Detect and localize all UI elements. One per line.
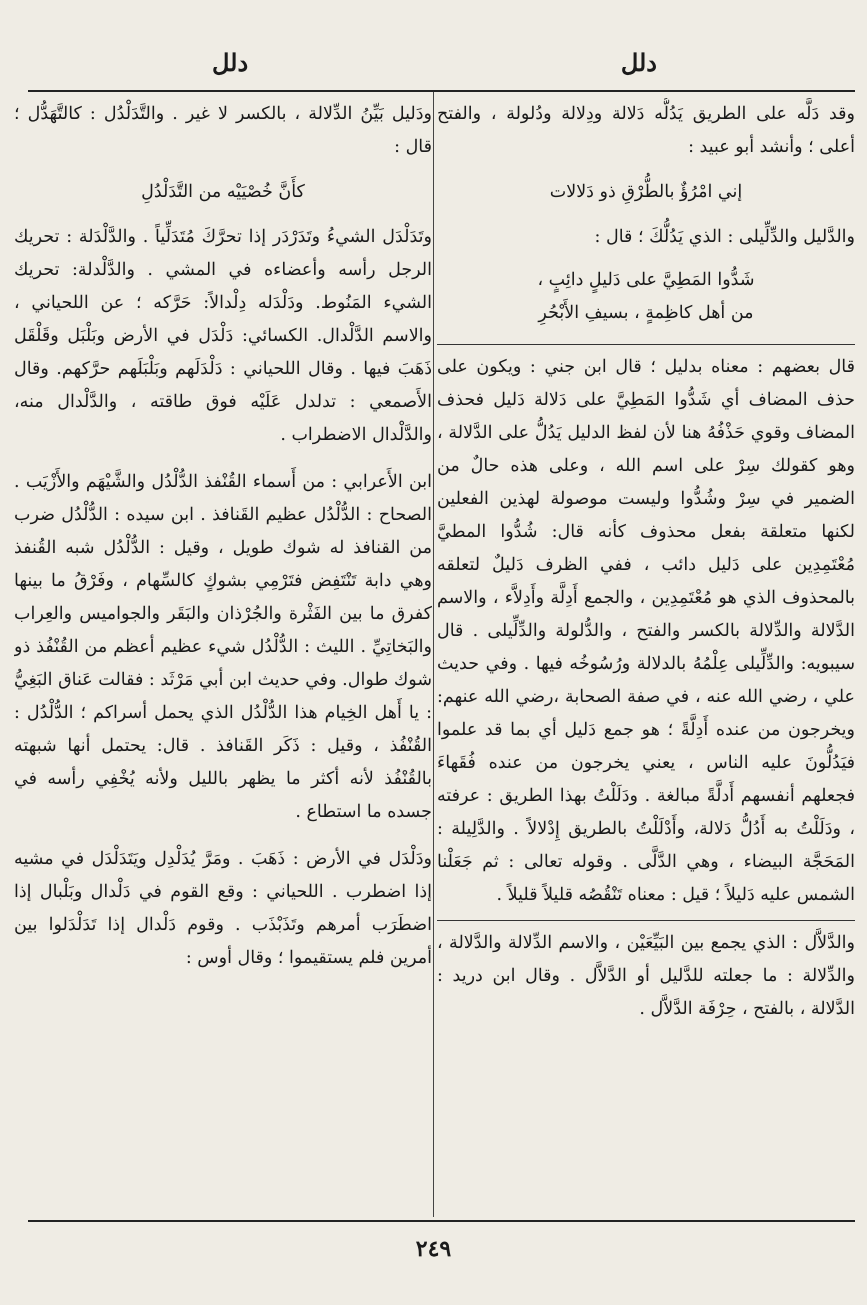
right-paragraph-1: وقد دَلَّه على الطريق يَدُلُّه دَلالة ودِلالة ودُلولة ، والفتح أعلى ؛ وأنشد أبو عبيد : (437, 104, 855, 157)
running-header-right: دلل (620, 48, 657, 77)
column-divider (433, 92, 434, 1217)
left-column (14, 98, 432, 1216)
left-verse-1-line: كأَنَّ خُصْيَيْه من التَّدَلْدُلِ (141, 182, 305, 202)
running-header-left: دلل (212, 48, 249, 77)
right-verse-2-line-2: من أهل كاظِمةٍ ، بسيفِ الأَبْحُرِ (538, 303, 754, 323)
right-column (437, 98, 855, 1216)
left-paragraph-3: ابن الأَعرابي : من أَسماء القُنْفذ الدُّلْدُل والشَّيْهَم والأَزْيَب . الصحاح : الدُّلْدُل عظيم القَنافذ . ابن سيده : الدُّلْدُل ضرب من القنافذ له شوك طويل ، وقيل : الدُّلْدُل شبه القُنفذ وهي دابة تَنْتَفِض فتَرْمِي بشوكٍ كالسِّهام ، وفَرْقُ ما بينها كفرق ما بين الفَثْرة والجُرْذان والبَقَر والجواميس والعِراب والبَخاتِيِّ . الليث : الدُّلْدُل شيء عظيم أعظم من القُنْفُذ ذو شوك طوال. وفي حديث ابن أبي مَرْثَد : فقالت عَناق البَغِيُّ : يا أَهل الخِيام هذا الدُّلْدُل الذي يحمل أسراكم ؛ الدُّلْدُل : القُنْفُذ ، وقيل : ذَكَر القَنافذ . قال: يحتمل أنها شبهته بالقُنْفُذ لأنه أكثر ما يظهر بالليل ولأنه يُخْفِي رأسه في جسده ما استطاع . (14, 472, 432, 822)
bottom-rule (28, 1220, 855, 1222)
right-section-rule (437, 344, 855, 345)
right-section-rule-2 (437, 920, 855, 921)
right-verse-1-line: إني امْرُؤٌ بالطُّرْقِ ذو دَلالات (549, 182, 743, 202)
right-verse-2-line-1: شَدُّوا المَطِيَّ على دَليلٍ دائِبٍ ، (537, 270, 755, 290)
left-paragraph-1: ودَليل بَيِّنُ الدِّلالة ، بالكسر لا غير . والتَّدَلْدُل : كالتَّهَدُّل ؛ قال : (14, 104, 432, 157)
right-verse-1 (437, 176, 855, 209)
left-verse-1 (14, 176, 432, 209)
page-number: ٢٤٩ (415, 1236, 452, 1262)
left-paragraph-2: وتَدَلْدَل الشيءُ وتَدَرْدَر إذا تحرَّكَ مُتَدَلِّياً . والدَّلْدَلة : تحريك الرجل رأسه وأعضاءه في المشي . والدَّلْدلة: تحريك الشيء المَنُوط. ودَلْدَله دِلْدالاً: حَرَّكه ؛ عن اللحياني ، والاسم الدَّلْدال. الكسائي: دَلْدَل في الأرض وبَلْبَل وقَلْقَل ذَهَبَ فيها . وقال اللحياني : دَلْدَلَهم وبَلْبَلَهم حرَّكهم. وقال الأَصمعي : تدلدل عَلَيْه فوق طاقته ، والدَّلْدال منه، والدَّلْدال الاضطراب . (14, 227, 432, 445)
left-paragraph-4: ودَلْدَل في الأرض : ذَهَبَ . ومَرَّ يُدَلْدِل ويَتَدَلْدَل في مشيه إذا اضطرب . اللحياني : وقع القوم في دَلْدال وبَلْبال إذا اضطَرَب أمرهم وتَذَبْذَب . وقوم دَلْدال إذا تَدَلْدَلوا بين أمرين فلم يستقيموا ؛ وقال أوس : (14, 849, 432, 968)
top-rule (28, 90, 855, 92)
right-paragraph-2: والدَّليل والدِّلِّيلى : الذي يَدُلُّكَ ؛ قال : (594, 227, 855, 247)
right-verse-2 (437, 264, 855, 330)
right-paragraph-4: والدَّلاَّل : الذي يجمع بين البَيِّعَيْن ، والاسم الدِّلالة والدَّلالة ، والدِّلالة : ما جعلته للدَّليل أو الدَّلاَّل . وقال ابن دريد : الدَّلالة ، بالفتح ، حِرْفَة الدَّلاَّل . (437, 933, 855, 1019)
right-paragraph-3: قال بعضهم : معناه بدليل ؛ قال ابن جني : ويكون على حذف المضاف أي شَدُّوا المَطِيَّ على دَلالة دَليل فحذف المضاف وقوي حَذْفُهُ هنا لأن لفظ الدليل يَدُلُّ على الدَّلالة ، وهو كقولك سِرْ على اسم الله ، وعلى هذه حالٌ من الضمير في سِرْ وشُدُّوا وليست موصولة لهذين الفعلين لكنها متعلقة بفعل محذوف كأنه قال: شُدُّوا المطيَّ مُعْتَمِدِين على دَليل دائب ، ففي الظرف دَليلٌ لتعلقه بالمحذوف الذي هو مُعْتَمِدِين ، والجمع أَدِلَّة وأَدِلاَّء ، والاسم الدَّلالة والدِّلالة بالكسر والفتح ، والدُّلولة والدِّلِّيلى . قال سيبويه: والدِّلِّيلى عِلْمُهُ بالدلالة ورُسُوخُه فيها . وفي حديث علي ، رضي الله عنه ، في صفة الصحابة ،رضي الله عنهم: ويخرجون من عنده أَدِلَّةً ؛ هو جمع دَليل أي بما قد علموا فيَدُلُّونَ عليه الناس ، يعني يخرجون من عنده فُقَهاءَ فجعلهم أنفسهم أَدلَّةً مبالغة . ودَلَلْتُ بهذا الطريق : عرفته ، ودَلَلْتُ به أَدُلُّ دَلالة، وأَدْلَلْتُ بالطريق إِدْلالاً . والدَّلِيلة : المَحَجَّة البيضاء ، وهي الدَّلَّى . وقوله تعالى : ثم جَعَلْنا الشمس عليه دَليلاً ؛ قيل : معناه تَنْقُصُه قليلاً قليلاً . (437, 357, 855, 905)
